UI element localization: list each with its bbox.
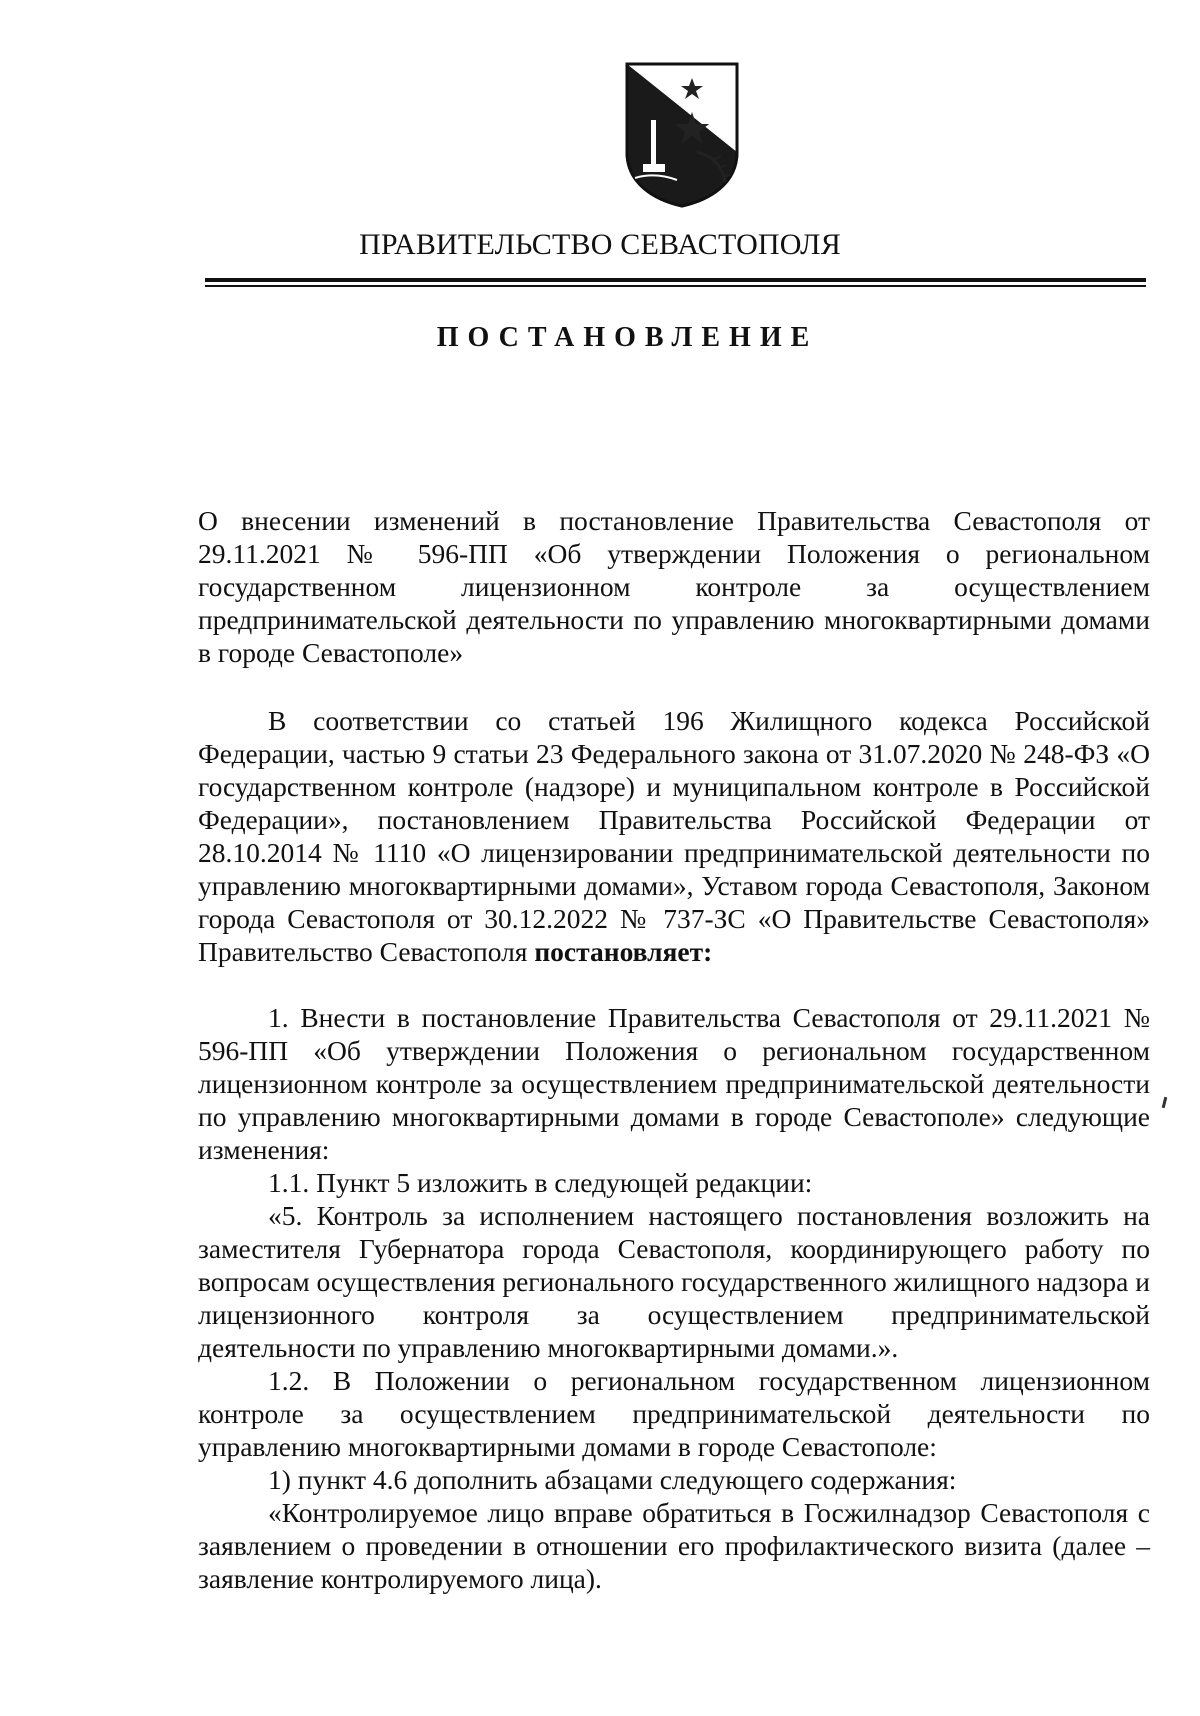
header-rule-thick (205, 278, 1146, 282)
clause-1: 1. Внести в постановление Правительства Севастополя от 29.11.2021 № 596-ПП «Об утверждении Положения о региональном государственном лицензионном контроле за осуществлением предпринимательской деятельности по управлению многоквартирными домами в городе Севастополе» следующие изменения: (198, 1002, 1150, 1165)
document-subject: О внесении изменений в постановление Правительства Севастополя от 29.11.2021 № 596-ПП «Об утверждении Положения о региональном государственном лицензионном контроле за осуществлением предпринимательской деятельности по управлению многоквартирными домами в городе Севастополе» (198, 505, 1150, 668)
preamble-text: В соответствии со статьей 196 Жилищного кодекса Российской Федерации, частью 9 статьи 23 Федерального закона от 31.07.2020 № 248-ФЗ «О государственном контроле (надзоре) и муниципальном контроле в Российской Федерации», постановлением Правительства Российской Федерации от 28.10.2014 № 1110 «О лицензировании предпринимательской деятельности по управлению многоквартирными домами», Уставом города Севастополя, Законом города Севастополя от 30.12.2022 № 737-ЗС «О Правительстве Севастополя» Правительство Севастополя (198, 705, 1150, 967)
header-rule-thin (205, 285, 1146, 287)
decree-verb: постановляет: (534, 936, 713, 967)
clause-1-1-quote: «5. Контроль за исполнением настоящего постановления возложить на заместителя Губернатора города Севастополя, координирующего работу по вопросам осуществления регионального государственного жилищного надзора и лицензионного контроля за осуществлением предпринимательской деятельности по управлению многоквартирными домами.». (198, 1200, 1150, 1363)
sevastopol-coat-of-arms-icon (621, 60, 743, 208)
document-body (198, 504, 1150, 1595)
document-type-heading: ПОСТАНОВЛЕНИЕ (436, 322, 819, 353)
clause-1-2: 1.2. В Положении о региональном государственном лицензионном контроле за осуществлением предпринимательской деятельности по управлению многоквартирными домами в городе Севастополе: (198, 1365, 1150, 1462)
preamble-paragraph (198, 704, 1150, 968)
organization-title: ПРАВИТЕЛЬСТВО СЕВАСТОПОЛЯ (359, 228, 841, 261)
clause-1-2-item-1-quote: «Контролируемое лицо вправе обратиться в Госжилнадзор Севастополя с заявлением о проведении в отношении его профилактического визита (далее – заявление контролируемого лица). (198, 1497, 1150, 1594)
clause-1-2-item-1: 1) пункт 4.6 дополнить абзацами следующего содержания: (268, 1464, 957, 1495)
clause-1-1: 1.1. Пункт 5 изложить в следующей редакции: (268, 1167, 813, 1198)
margin-mark (1162, 1097, 1168, 1108)
